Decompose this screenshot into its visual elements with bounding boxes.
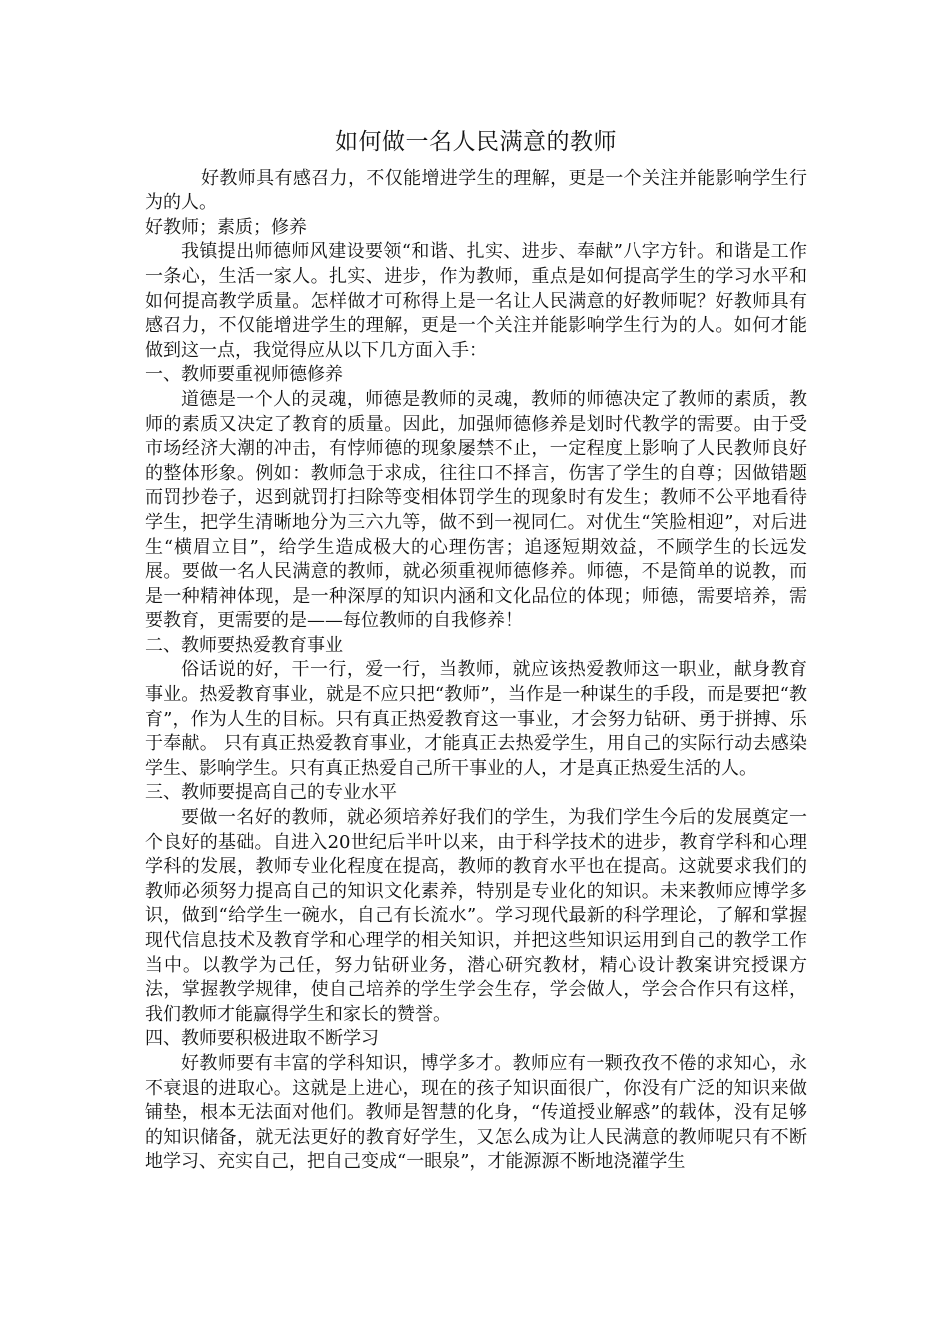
keywords-line: 好教师；素质；修养 — [145, 216, 307, 238]
section-heading-3: 三、教师要提高自己的专业水平 — [145, 782, 397, 804]
section-heading-1: 一、教师要重视师德修养 — [145, 364, 343, 386]
section-body-1: 道德是一个人的灵魂，师德是教师的灵魂，教师的师德决定了教师的素质，教师的素质又决定了教育的质量。因此，加强师德修养是划时代教学的需要。由于受市场经济大潮的冲击，有悖师德的现象屡禁不止，一定程度上影响了人民教师良好的整体形象。例如：教师急于求成，往往口不择言，伤害了学生的自尊；因做错题而罚抄卷子，迟到就罚打扫除等变相体罚学生的现象时有发生；教师不公平地看待学生，把学生清晰地分为三六九等，做不到一视同仁。对优生“笑脸相迎”，对后进生“横眉立目”，给学生造成极大的心理伤害；追逐短期效益，不顾学生的长远发展。要做一名人民满意的教师，就必须重视师德修养。师德，不是简单的说教，而是一种精神体现，是一种深厚的知识内涵和文化品位的体现；师德，需要培养，需要教育，更需要的是——每位教师的自我修养！ — [145, 388, 807, 632]
section-body-4: 好教师要有丰富的学科知识，博学多才。教师应有一颗孜孜不倦的求知心，永不衰退的进取心。这就是上进心，现在的孩子知识面很广，你没有广泛的知识来做铺垫，根本无法面对他们。教师是智慧的化身，“传道授业解惑”的载体，没有足够的知识储备，就无法更好的教育好学生，又怎么成为让人民满意的教师呢只有不断地学习、充实自己，把自己变成“一眼泉”，才能源源不断地浇灌学生 — [145, 1052, 807, 1173]
section-body-2: 俗话说的好，干一行，爱一行，当教师，就应该热爱教师这一职业，献身教育事业。热爱教育事业，就是不应只把“教师”，当作是一种谋生的手段，而是要把“教育”，作为人生的目标。只有真正热爱教育这一事业，才会努力钻研、勇于拼搏、乐于奉献。 只有真正热爱教育事业，才能真正去热爱学生，用自己的实际行动去感染学生、影响学生。只有真正热爱自己所干事业的人，才是真正热爱生活的人。 — [145, 659, 807, 779]
section-body-3: 要做一名好的教师，就必须培养好我们的学生，为我们学生今后的发展奠定一个良好的基础。自进入20世纪后半叶以来，由于科学技术的进步，教育学科和心理学科的发展，教师专业化程度在提高，教师的教育水平也在提高。这就要求我们的教师必须努力提高自己的知识文化素养，特别是专业化的知识。未来教师应博学多识，做到“给学生一碗水，自己有长流水”。学习现代最新的科学理论，了解和掌握现代信息技术及教育学和心理学的相关知识，并把这些知识运用到自己的教学工作当中。以教学为己任，努力钻研业务，潜心研究教材，精心设计教案讲究授课方法，掌握教学规律，使自己培养的学生学会生存，学会做人，学会合作只有这样，我们教师才能赢得学生和家长的赞誉。 — [145, 807, 807, 1025]
section-heading-4: 四、教师要积极进取不断学习 — [145, 1028, 379, 1050]
intro-paragraph: 我镇提出师德师风建设要领“和谐、扎实、进步、奉献”八字方针。和谐是工作一条心，生活一家人。扎实、进步，作为教师，重点是如何提高学生的学习水平和如何提高教学质量。怎样做才可称得上是一名让人民满意的好教师呢？好教师具有感召力，不仅能增进学生的理解，更是一个关注并能影响学生行为的人。如何才能做到这一点，我觉得应从以下几方面入手： — [145, 241, 807, 361]
abstract-paragraph: 好教师具有感召力，不仅能增进学生的理解，更是一个关注并能影响学生行为的人。 — [145, 167, 807, 214]
section-heading-2: 二、教师要热爱教育事业 — [145, 634, 343, 656]
document-page — [145, 130, 807, 1175]
document-title: 如何做一名人民满意的教师 — [335, 129, 617, 155]
